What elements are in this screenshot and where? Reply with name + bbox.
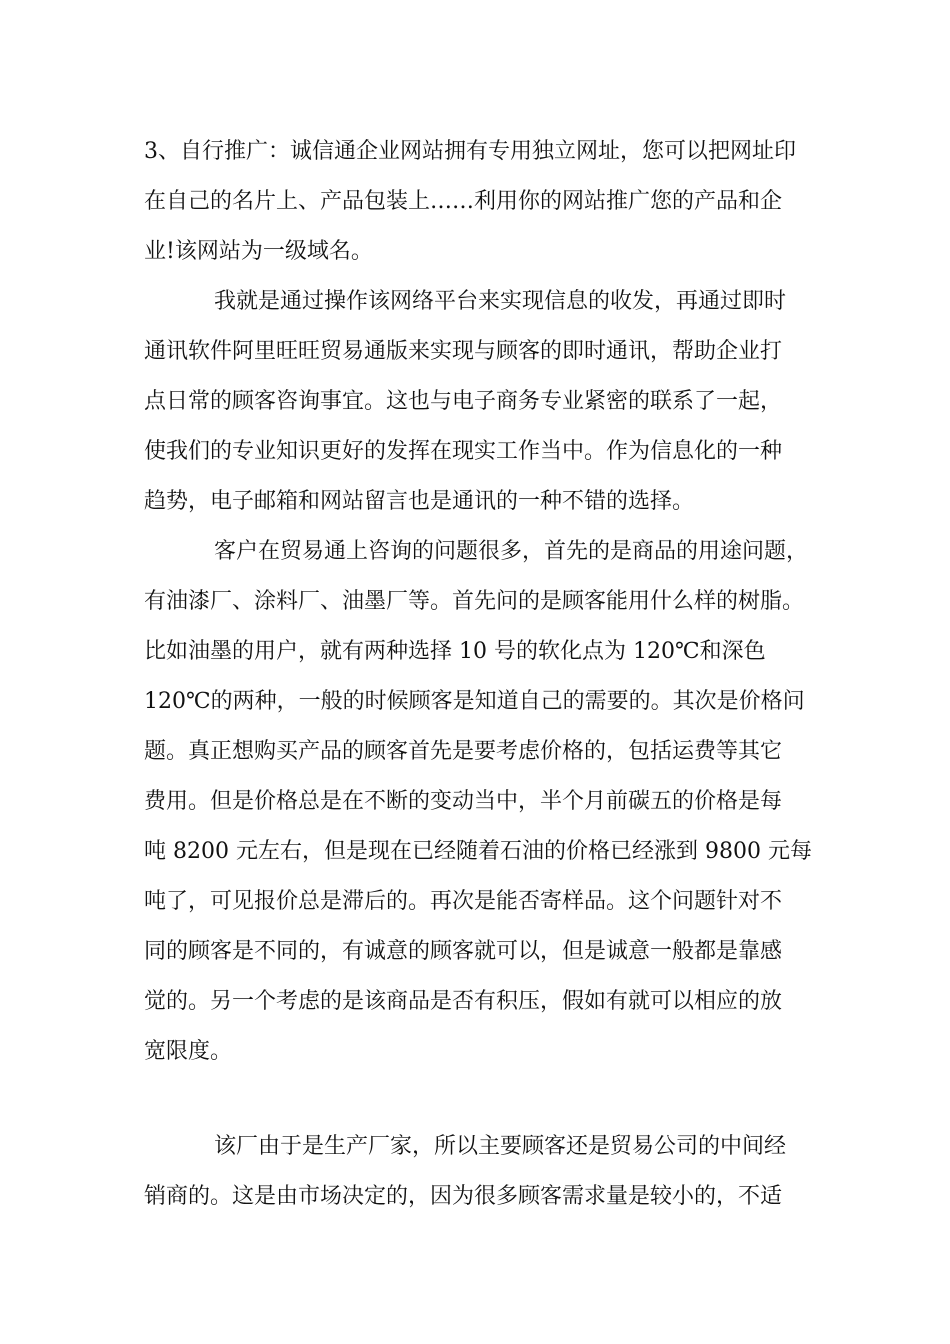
text-line: 趋势，电子邮箱和网站留言也是通讯的一种不错的选择。 bbox=[144, 489, 695, 514]
paragraph-main-customers bbox=[144, 1122, 810, 1222]
text-line: 客户在贸易通上咨询的问题很多，首先的是商品的用途问题， bbox=[214, 539, 809, 564]
text-line: 120℃的两种，一般的时候顾客是知道自己的需要的。其次是价格问 bbox=[144, 689, 805, 714]
text-line: 比如油墨的用户，就有两种选择 10 号的软化点为 120℃和深色 bbox=[144, 639, 766, 664]
text-line: 吨 8200 元左右，但是现在已经随着石油的价格已经涨到 9800 元每 bbox=[144, 839, 812, 864]
text-line: 点日常的顾客咨询事宜。这也与电子商务专业紧密的联系了一起， bbox=[144, 389, 783, 414]
paragraph-self-promotion bbox=[144, 127, 810, 277]
text-line: 3、自行推广：诚信通企业网站拥有专用独立网址，您可以把网址印 bbox=[144, 139, 796, 164]
text-line: 使我们的专业知识更好的发挥在现实工作当中。作为信息化的一种 bbox=[144, 439, 783, 464]
text-line: 销商的。这是由市场决定的，因为很多顾客需求量是较小的，不适 bbox=[144, 1184, 783, 1209]
text-line: 费用。但是价格总是在不断的变动当中，半个月前碳五的价格是每 bbox=[144, 789, 783, 814]
text-line: 通讯软件阿里旺旺贸易通版来实现与顾客的即时通讯，帮助企业打 bbox=[144, 339, 783, 364]
text-line: 我就是通过操作该网络平台来实现信息的收发，再通过即时 bbox=[214, 289, 787, 314]
text-line: 有油漆厂、涂料厂、油墨厂等。首先问的是顾客能用什么样的树脂。 bbox=[144, 589, 805, 614]
text-line: 同的顾客是不同的，有诚意的顾客就可以，但是诚意一般都是靠感 bbox=[144, 939, 783, 964]
paragraph-platform-operation bbox=[144, 277, 810, 527]
text-line: 宽限度。 bbox=[144, 1039, 233, 1064]
paragraph-customer-questions bbox=[144, 527, 810, 1077]
text-line: 该厂由于是生产厂家，所以主要顾客还是贸易公司的中间经 bbox=[214, 1134, 787, 1159]
text-line: 吨了，可见报价总是滞后的。再次是能否寄样品。这个问题针对不 bbox=[144, 889, 783, 914]
text-line: 觉的。另一个考虑的是该商品是否有积压，假如有就可以相应的放 bbox=[144, 989, 783, 1014]
text-line: 在自己的名片上、产品包装上……利用你的网站推广您的产品和企 bbox=[144, 189, 783, 214]
text-line: 题。真正想购买产品的顾客首先是要考虑价格的，包括运费等其它 bbox=[144, 739, 783, 764]
text-line: 业!该网站为一级域名。 bbox=[144, 239, 373, 264]
